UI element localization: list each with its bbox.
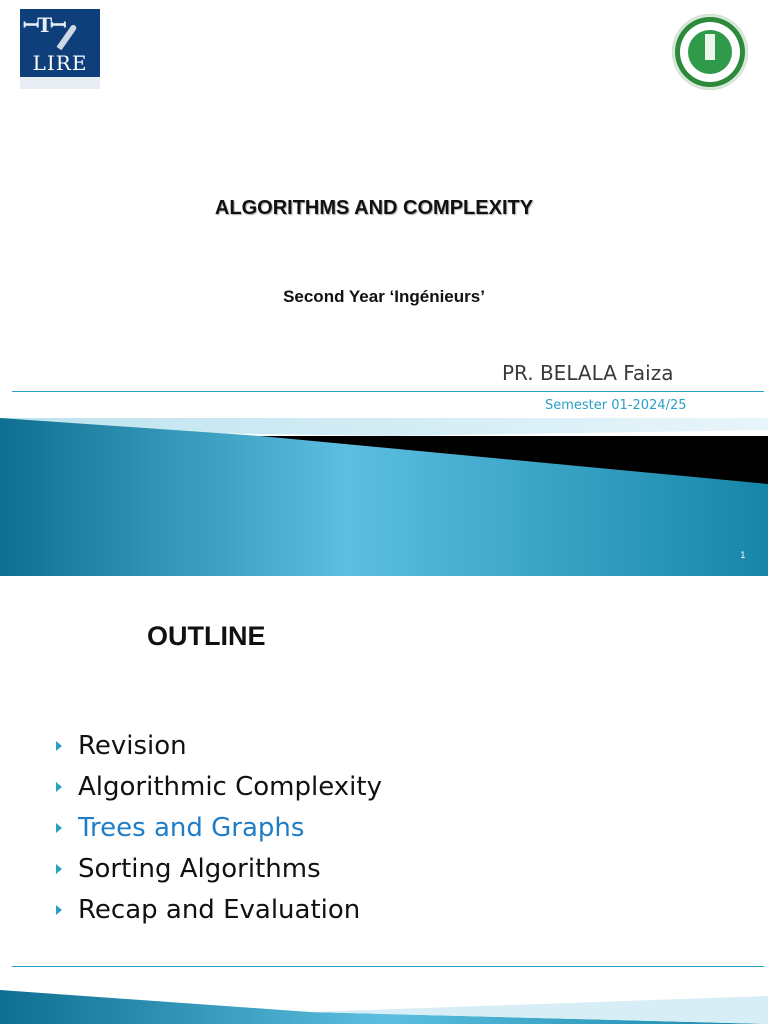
logo-text: LIRE	[32, 51, 88, 75]
footer-banner-graphic	[0, 576, 768, 1024]
course-title: ALGORITHMS AND COMPLEXITY	[214, 197, 534, 219]
outline-item-sorting-algorithms: Sorting Algorithms	[56, 849, 382, 890]
outline-item-revision: Revision	[56, 726, 382, 767]
course-subtitle: Second Year ‘Ingénieurs’	[283, 287, 485, 306]
outline-item-algorithmic-complexity: Algorithmic Complexity	[56, 767, 382, 808]
outline-item-trees-and-graphs: Trees and Graphs	[56, 808, 382, 849]
slide-2	[0, 576, 768, 1024]
outline-title: OUTLINE	[147, 621, 266, 651]
slide-number: 1	[740, 551, 746, 561]
outline-item-recap-and-evaluation: Recap and Evaluation	[56, 890, 382, 931]
semester-label: Semester 01-2024/25	[545, 398, 687, 413]
lire-lab-logo: ꟷTꟷ LIRE	[20, 9, 100, 89]
author-name: PR. BELALA Faiza	[502, 361, 674, 385]
